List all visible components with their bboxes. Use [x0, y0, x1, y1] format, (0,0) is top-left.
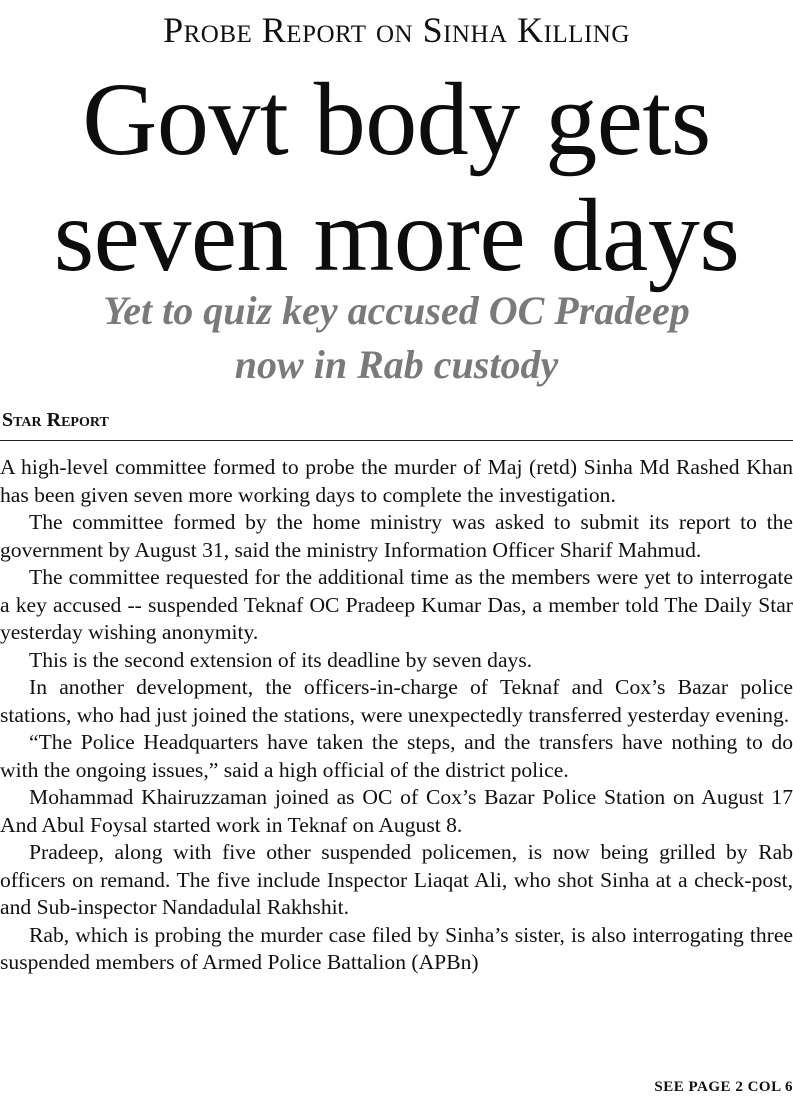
paragraph-3: The committee requested for the additional time as the members were yet to interrogate a key accused -- suspended Teknaf OC Pradeep Kumar Das, a member told The Daily Star yesterday wishing anonymity.	[0, 565, 793, 644]
byline: Star Report	[2, 409, 109, 431]
continuation-link[interactable]: SEE PAGE 2 COL 6	[654, 1079, 793, 1095]
paragraph-8: Pradeep, along with five other suspended policemen, is now being grilled by Rab officers on remand. The five include Inspector Liaqat Ali, who shot Sinha at a check-post, and Sub-inspector Nandadulal Rakhshit.	[0, 840, 793, 919]
subheadline	[0, 284, 793, 392]
paragraph-4: This is the second extension of its deadline by seven days.	[29, 647, 533, 672]
subheadline-line-2: now in Rab custody	[234, 342, 559, 387]
paragraph-9: Rab, which is probing the murder case filed by Sinha’s sister, is also interrogating three suspended members of Armed Police Battalion (APBn)	[0, 922, 793, 974]
kicker-title: Probe Report on Sinha Killing	[163, 10, 630, 50]
paragraph-2: The committee formed by the home ministry was asked to submit its report to the government by August 31, said the ministry Information Officer Sharif Mahmud.	[0, 510, 793, 562]
byline-divider	[0, 440, 793, 441]
article-body	[0, 454, 793, 977]
subheadline-line-1: Yet to quiz key accused OC Pradeep	[103, 288, 690, 333]
headline	[0, 62, 793, 294]
paragraph-7: Mohammad Khairuzzaman joined as OC of Cox’s Bazar Police Station on August 17 And Abul Foysal started work in Teknaf on August 8.	[0, 785, 793, 837]
paragraph-1: A high-level committee formed to probe the murder of Maj (retd) Sinha Md Rashed Khan has been given seven more working days to complete the investigation.	[0, 455, 793, 507]
headline-line-2: seven more days	[53, 178, 740, 293]
paragraph-5: In another development, the officers-in-charge of Teknaf and Cox’s Bazar police stations, who had just joined the stations, were unexpectedly transferred yesterday evening.	[0, 675, 793, 727]
headline-line-1: Govt body gets	[82, 62, 711, 177]
paragraph-6: “The Police Headquarters have taken the steps, and the transfers have nothing to do with the ongoing issues,” said a high official of the district police.	[0, 730, 793, 782]
